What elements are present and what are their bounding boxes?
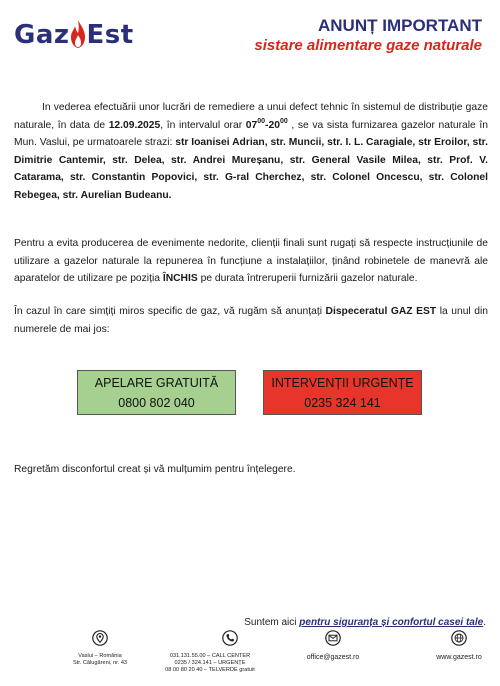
p1-text-2: , în intervalul orar: [160, 119, 246, 131]
p1-text-1: In vederea efectuării unor lucrări de remediere a unui defect tehnic în sistemul de distribuție gaze naturale, în data de: [14, 102, 488, 131]
footer-website: [424, 630, 494, 662]
website-url[interactable]: www.gazest.ro: [436, 654, 482, 661]
phone-emergency[interactable]: 0235 / 324.141 – URGENȚE: [174, 660, 246, 666]
flame-icon: [70, 19, 86, 49]
free-call-box: [77, 370, 236, 415]
safety-paragraph: [14, 235, 488, 288]
emergency-label: INTERVENȚII URGENȚE: [271, 376, 414, 390]
logo-text-est: Est: [86, 20, 134, 50]
announcement-heading: [254, 16, 482, 56]
free-call-label: APELARE GRATUITĂ: [94, 376, 219, 390]
footer-phones: [150, 630, 270, 674]
footer-address: [44, 630, 156, 667]
p2-text-1: Pentru a evita producerea de evenimente nedorite, clienții finali sunt rugați să respecte instrucțiunile de utilizare a gazelor naturale la repunerea în funcțiune a instalațiilor, ținând robinetele de manevră ale aparatelor de utilizare pe poziția: [14, 238, 488, 284]
gas-smell-paragraph: [14, 303, 488, 338]
location-pin-icon: [44, 630, 156, 651]
interruption-date: 12.09.2025: [108, 119, 161, 131]
announcement-title: ANUNȚ IMPORTANT: [318, 16, 482, 35]
p3-text-1: În cazul în care simțiți miros specific de gaz, vă rugăm să anunțați: [14, 306, 326, 317]
globe-icon: [424, 630, 494, 651]
email-address[interactable]: office@gazest.ro: [306, 654, 360, 661]
logo-text-gaz: Gaz: [14, 20, 70, 50]
footer-email: [296, 630, 370, 662]
phone-icon: [170, 630, 290, 651]
closing-text: Regretăm disconfortul creat și vă mulțumim pentru înțelegere.: [14, 464, 296, 475]
slogan-link: pentru siguranța și confortul casei tale: [299, 617, 484, 628]
p2-text-2: pe durata întreruperii furnizării gazelor naturale.: [197, 273, 418, 284]
affected-streets: str Ioanisei Adrian, str. Muncii, str. I. L. Caragiale, str Eroilor, str. Dimitrie Cantemir, str. Delea, str. Andrei Mureșanu, str. General Vasile Milea, str. Prof. V. Catarama, str. Constantin Popovici, str. G-ral Cherchez, str. Colonel Oncescu, str. Colonel Rebegea, str. Aurelian Budeanu.: [14, 137, 488, 201]
interruption-paragraph: [14, 99, 488, 204]
interruption-time: $07^{00}-20^{00}$: [245, 117, 288, 131]
company-logo: [14, 14, 134, 50]
address-line-1: Vaslui – România: [78, 653, 122, 659]
p3-text-2: la unul din numerele de mai jos:: [14, 306, 488, 335]
free-call-number[interactable]: 0800 802 040: [118, 396, 195, 410]
emergency-box: [263, 370, 422, 415]
announcement-subtitle: sistare alimentare gaze naturale: [254, 37, 482, 54]
phone-call-center[interactable]: 031.131.55.00 – CALL CENTER: [169, 653, 251, 659]
emergency-number[interactable]: 0235 324 141: [304, 396, 381, 410]
phone-toll-free[interactable]: 08 00 80 20 40 – TELVERDE gratuit: [165, 667, 255, 673]
email-icon: [296, 630, 370, 651]
footer-slogan: Suntem aici pentru siguranța și confortul casei tale.: [244, 617, 486, 628]
p1-text-3: , se va sista furnizarea gazelor naturale în Mun. Vaslui, pe urmatoarele strazi:: [14, 119, 488, 148]
address-line-2: Str. Călugăreni, nr. 43: [72, 660, 128, 666]
dispatcher-name: Dispeceratul GAZ EST: [325, 306, 437, 317]
valve-position: ÎNCHIS: [162, 273, 198, 284]
